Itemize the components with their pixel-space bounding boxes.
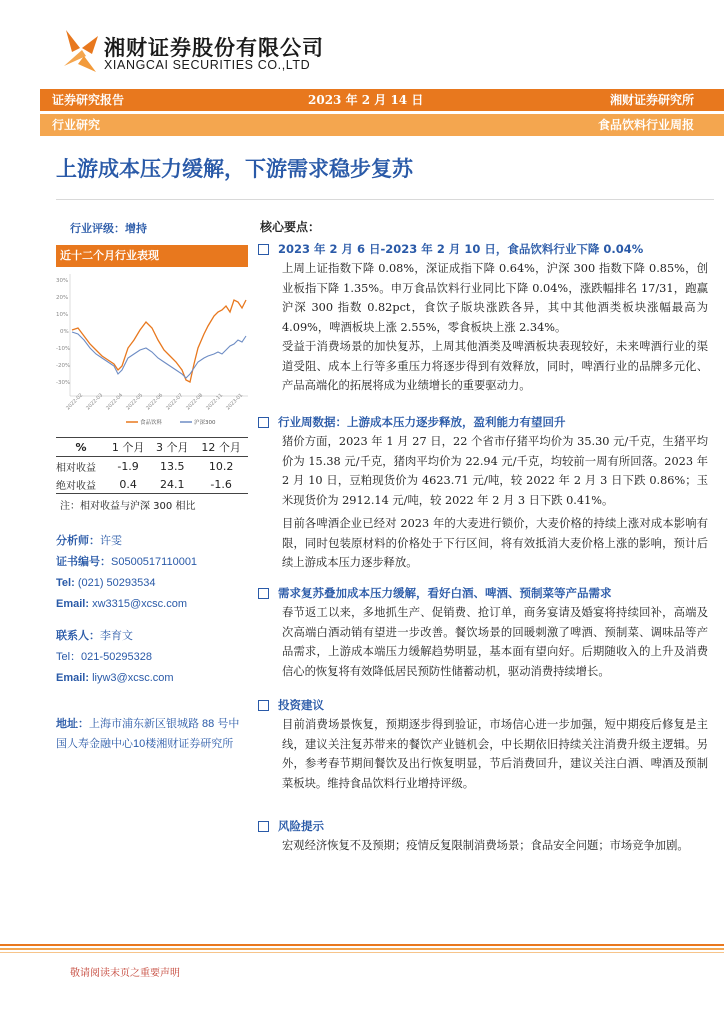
paragraph: 上周上证指数下降 0.08%，深证成指下降 0.64%，沪深 300 指数下降 0.85%，创业板指下降 1.35%。申万食品饮料行业同比下降 0.04%，涨跌幅排名 17/31，跑赢沪深 300 指数 0.82pct，食饮子版块涨跌各异，其中其他酒类板块涨幅最高为 4.09%，啤酒板块上涨 2.55%，零食板块上涨 2.34%。: [282, 262, 708, 334]
svg-text:2022-03: 2022-03: [85, 392, 105, 412]
checkbox-bullet-icon: [258, 821, 269, 832]
perf-chart-title: 近十二个月行业表现: [56, 245, 248, 267]
table-row: [56, 457, 248, 476]
section-heading-text: 投资建议: [278, 698, 324, 712]
analyst-tel: (021) 50293534: [77, 577, 156, 589]
contact-tel: Tel：021-50295328: [56, 651, 153, 663]
table-cell: 24.1: [159, 477, 185, 491]
footer-stripe: [0, 952, 724, 953]
industry-rating: 行业评级：增持: [70, 222, 147, 235]
table-header: 12 个月: [201, 441, 241, 454]
svg-text:2022-02: 2022-02: [65, 392, 85, 412]
section-risk-warning: [258, 818, 708, 856]
address-info: [56, 714, 248, 754]
analyst-name: 许雯: [100, 535, 122, 547]
title-divider: [56, 199, 714, 200]
company-name-cn: 湘财证券股份有限公司: [104, 36, 324, 60]
table-cell: -1.9: [117, 459, 139, 473]
series-csi300: [72, 332, 246, 378]
legend-csi300: 沪深300: [194, 420, 216, 426]
svg-text:2022-06: 2022-06: [145, 392, 165, 412]
table-cell: 13.5: [159, 459, 185, 473]
report-category: 行业研究: [52, 118, 101, 132]
analyst-info: [56, 532, 251, 613]
section-weekly-data: [258, 414, 708, 573]
section-weekly-performance: [258, 241, 708, 396]
report-series: 食品饮料行业周报: [597, 118, 694, 132]
checkbox-bullet-icon: [258, 588, 269, 599]
report-date: 2023 年 2 月 14 日: [308, 93, 424, 107]
svg-text:-30%: -30%: [56, 380, 71, 386]
table-header: 1 个月: [111, 441, 145, 454]
section-heading-text: 需求复苏叠加成本压力缓解，看好白酒、啤酒、预制菜等产品需求: [278, 586, 612, 600]
paragraph: 受益于消费场景的加快复苏，上周其他酒类及啤酒板块表现较好，未来啤酒行业的渠道受阻、成本上行等多重压力将逐步得到有效释放，同时，啤酒行业的品牌多元化、产品高端化的拓展将成为业绩增长的重要驱动力。: [282, 340, 708, 392]
header-bar-bottom: [40, 114, 724, 136]
svg-text:30%: 30%: [56, 278, 69, 284]
address-text: 上海市浦东新区银城路 88 号中国人寿金融中心10楼湘财证券研究所: [56, 718, 240, 750]
logo-mark-icon: [62, 26, 100, 76]
section-heading-text: 2023 年 2 月 6 日-2023 年 2 月 10 日，食品饮料行业下降 0.04%: [278, 242, 644, 256]
section-heading: [258, 697, 708, 713]
cert-number: S0500517110001: [111, 556, 198, 568]
address-label: 地址：: [56, 718, 89, 730]
section-investment-advice: [258, 697, 708, 793]
email-label: Email:: [56, 598, 90, 610]
institute-name: 湘财证券研究所: [609, 93, 694, 107]
svg-text:0%: 0%: [60, 329, 69, 335]
contact-email-label: Email:: [56, 672, 90, 684]
svg-text:-10%: -10%: [56, 346, 71, 352]
legend-food-beverage: 食品饮料: [140, 420, 163, 426]
table-header: %: [75, 440, 87, 454]
svg-text:10%: 10%: [56, 312, 69, 318]
key-points-title: 核心要点：: [260, 220, 321, 234]
checkbox-bullet-icon: [258, 244, 269, 255]
table-header: 3 个月: [155, 441, 189, 454]
paragraph: 宏观经济恢复不及预期；疫情反复限制消费场景；食品安全问题；市场竞争加剧。: [282, 839, 689, 852]
paragraph: 目前消费场景恢复，预期逐步得到验证，市场信心进一步加强，短中期疫后修复是主线，建议关注复苏带来的餐饮产业链机会，中长期依旧持续关注消费升级主逻辑。另外，参考春节期间餐饮及出行恢复明显，节后消费回升，建议关注白酒、啤酒及预制菜板块。维持食品饮料行业增持评级。: [282, 718, 708, 790]
table-header-row: [56, 438, 248, 457]
analyst-email[interactable]: xw3315@xcsc.com: [92, 598, 187, 610]
section-heading: [258, 241, 708, 257]
section-heading: [258, 414, 708, 430]
tel-label: Tel:: [56, 577, 75, 589]
contact-label: 联系人：: [56, 630, 100, 642]
table-cell: 0.4: [119, 477, 137, 491]
section-heading: [258, 585, 708, 601]
svg-text:-20%: -20%: [56, 363, 71, 369]
svg-text:2022-04: 2022-04: [105, 392, 125, 412]
table-cell: 绝对收益: [56, 480, 96, 492]
section-heading-text: 风险提示: [278, 819, 324, 833]
footer-stripe: [0, 944, 724, 946]
analyst-label: 分析师：: [56, 535, 100, 547]
svg-text:2022-11: 2022-11: [205, 392, 225, 412]
table-cell: 相对收益: [56, 462, 96, 474]
contact-name: 李育文: [100, 630, 133, 642]
perf-table: [56, 437, 248, 494]
svg-text:2022-05: 2022-05: [125, 392, 145, 412]
footer-disclaimer[interactable]: 敬请阅读末页之重要声明: [70, 968, 180, 979]
svg-text:2022-08: 2022-08: [185, 392, 205, 412]
paragraph: 目前各啤酒企业已经对 2023 年的大麦进行锁价，大麦价格的持续上涨对成本影响有限，同时包装原材料的价格处于下行区间，将有效抵消大麦价格上涨的影响，预计后续上游成本压力逐步释放。: [282, 517, 708, 569]
series-food-beverage: [72, 300, 246, 382]
table-note: 注：相对收益与沪深 300 相比: [60, 501, 196, 512]
checkbox-bullet-icon: [258, 700, 269, 711]
section-heading-text: 行业周数据：上游成本压力逐步释放，盈利能力有望回升: [278, 415, 566, 429]
report-type: 证券研究报告: [52, 93, 125, 107]
report-title: 上游成本压力缓解，下游需求稳步复苏: [56, 157, 413, 181]
paragraph: 春节返工以来，多地抓生产、促销费、抢订单，商务宴请及婚宴将持续回补，高端及次高端白酒动销有望进一步改善。餐饮场景的回暖刺激了啤酒、预制菜、调味品等产品需求，上游成本端压力缓解趋势明显，基本面有望向好。后期随收入的上升及消费信心的恢复将有效降低居民预防性储蓄动机，驱动消费持续增长。: [282, 606, 708, 678]
company-name-en: XIANGCAI SECURITIES CO.,LTD: [104, 58, 311, 72]
paragraph: 猪价方面，2023 年 1 月 27 日，22 个省市仔猪平均价为 35.30 元/千克，生猪平均价为 15.38 元/千克，猪肉平均价为 22.94 元/千克，均较前一周有所回落。2023 年 2 月 10 日，豆粕现货价为 4623.71 元/吨，较 2022 年 2 月 3 日下跌 0.86%；玉米现货价为 2912.14 元/吨，较 2022 年 2 月 3 日下跌 0.41%。: [282, 435, 708, 507]
header-bar-top: [40, 89, 724, 111]
svg-text:20%: 20%: [56, 295, 69, 301]
table-cell: -1.6: [210, 477, 232, 491]
company-logo: [62, 26, 100, 76]
checkbox-bullet-icon: [258, 417, 269, 428]
performance-chart: [56, 270, 248, 430]
footer-stripe: [0, 948, 724, 950]
section-heading: [258, 818, 708, 834]
table-cell: 10.2: [208, 459, 234, 473]
table-row: [56, 475, 248, 493]
section-demand-recovery: [258, 585, 708, 681]
cert-label: 证书编号：: [56, 556, 111, 568]
contact-email[interactable]: liyw3@xcsc.com: [92, 672, 174, 684]
svg-text:2023-01: 2023-01: [225, 392, 245, 412]
svg-text:2022-07: 2022-07: [165, 392, 185, 412]
contact-info: [56, 627, 251, 687]
